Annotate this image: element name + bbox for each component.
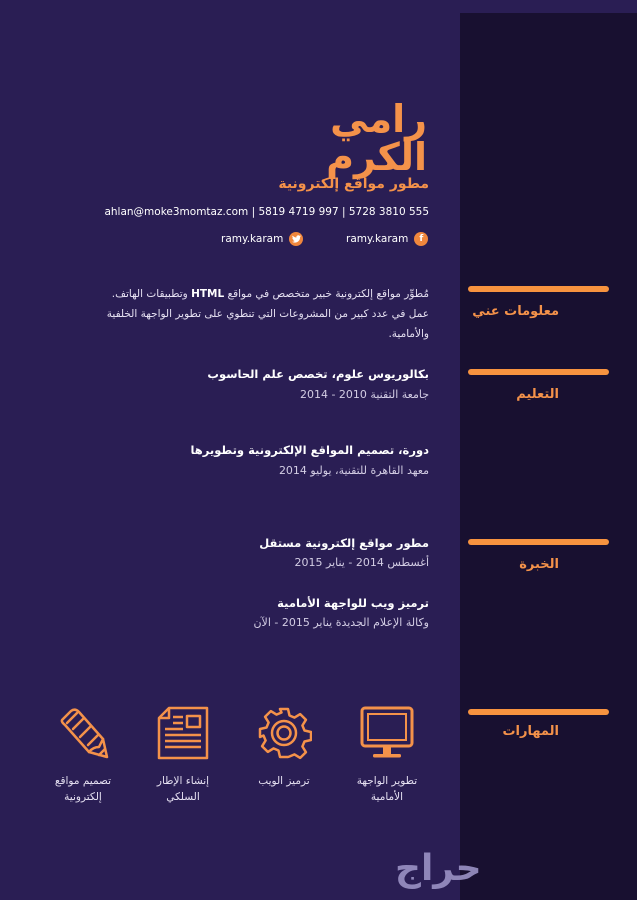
twitter-icon: [289, 232, 303, 246]
skill-label-line1: تصميم مواقع: [54, 775, 112, 787]
skill-label-line2: إلكترونية: [64, 791, 102, 803]
pencil-icon: [55, 705, 111, 761]
education-subtitle-2: معهد القاهرة للتقنية، يوليو 2014: [278, 464, 429, 477]
section-label-skills: المهارات: [502, 724, 559, 739]
skill-web-design: [33, 705, 133, 805]
education-divider: [468, 369, 609, 375]
last-name: الكرم: [326, 135, 427, 179]
watermark-logo: حراج: [395, 848, 482, 889]
experience-divider: [468, 539, 609, 545]
skill-label-line2: السلكي: [166, 791, 200, 803]
gear-icon: [256, 705, 312, 761]
job-title: مطور مواقع إلكترونية: [278, 176, 429, 192]
section-label-education: التعليم: [516, 387, 559, 402]
experience-subtitle-2: وكالة الإعلام الجديدة يناير 2015 - الآن: [253, 616, 429, 629]
facebook-handle: ramy.karam: [346, 233, 409, 245]
about-text: مُطوِّر مواقع إلكترونية خبير متخصص في مواقع HTML وتطبيقات الهاتف. عمل في عدد كبير من المشروعات التي تنطوي على تطوير الواجهة الخلفية والأمامية.: [106, 288, 429, 340]
contact-line: ahlan@moke3momtaz.com | 5819 4719 997 | 5728 3810 555: [104, 206, 429, 218]
skill-wireframe: [133, 705, 233, 805]
skill-label-line1: تطوير الواجهة: [356, 775, 418, 787]
section-label-about: معلومات عني: [472, 304, 559, 319]
skill-label-line1: إنشاء الإطار: [156, 775, 210, 787]
facebook-link[interactable]: [346, 232, 428, 246]
twitter-handle: ramy.karam: [221, 233, 284, 245]
first-name: رامي: [330, 97, 427, 141]
html-highlight: HTML: [191, 288, 225, 300]
skill-frontend: [337, 705, 437, 805]
skill-web-coding: [234, 705, 334, 789]
about-divider: [468, 286, 609, 292]
skills-divider: [468, 709, 609, 715]
education-title-2: دورة، تصميم المواقع الإلكترونية وتطويرها: [190, 443, 429, 457]
wireframe-document-icon: [155, 705, 211, 761]
facebook-icon: f: [414, 232, 428, 246]
sidebar-panel: [460, 13, 637, 900]
skill-label-line2: الأمامية: [370, 791, 404, 803]
education-title-1: بكالوريوس علوم، تخصص علم الحاسوب: [207, 367, 429, 381]
experience-subtitle-1: أغسطس 2014 - يناير 2015: [294, 556, 429, 569]
twitter-link[interactable]: [221, 232, 303, 246]
section-label-experience: الخبرة: [519, 557, 559, 572]
skill-label-line1: ترميز الويب: [258, 775, 310, 787]
experience-title-2: ترميز ويب للواجهة الأمامية: [277, 596, 429, 610]
education-subtitle-1: جامعة التقنية 2010 - 2014: [299, 388, 429, 401]
experience-title-1: مطور مواقع إلكترونية مستقل: [259, 536, 429, 550]
monitor-icon: [359, 705, 415, 761]
